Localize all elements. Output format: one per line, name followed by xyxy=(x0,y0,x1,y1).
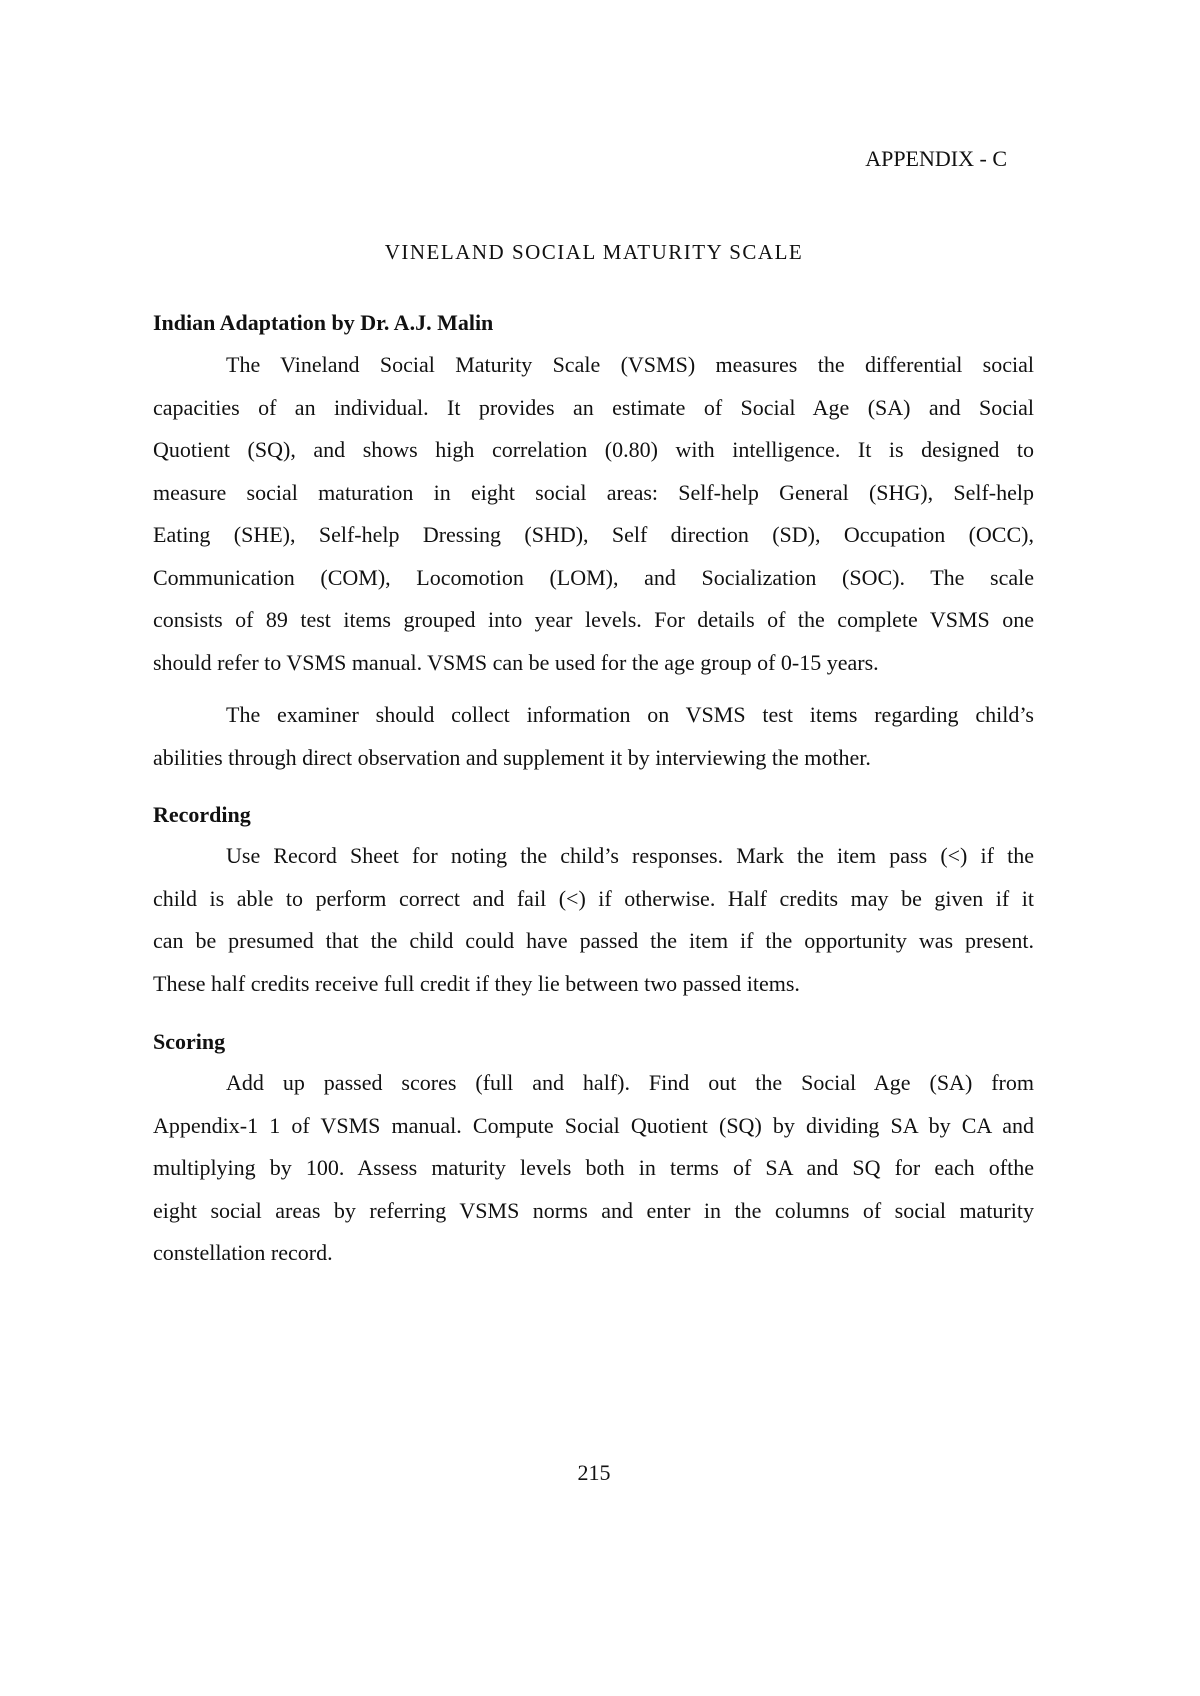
text-line: child is able to perform correct and fail (<) if otherwise. Half credits may be given if it xyxy=(153,885,1034,911)
text-line: Quotient (SQ), and shows high correlation (0.80) with intelligence. It is designed to xyxy=(153,437,1034,462)
text-line: Eating (SHE), Self-help Dressing (SHD), Self direction (SD), Occupation (OCC), xyxy=(153,522,1034,547)
text-line: These half credits receive full credit if they lie between two passed items. xyxy=(153,970,800,996)
text-line: consists of 89 test items grouped into year levels. For details of the complete VSMS one xyxy=(153,607,1034,632)
scoring-heading: Scoring xyxy=(153,1029,226,1054)
subtitle: Indian Adaptation by Dr. A.J. Malin xyxy=(153,310,494,335)
intro-paragraph xyxy=(153,344,1034,684)
examiner-paragraph xyxy=(153,694,1034,779)
text-line: multiplying by 100. Assess maturity levels both in terms of SA and SQ for each ofthe xyxy=(153,1155,1034,1180)
recording-paragraph xyxy=(153,835,1034,1005)
text-line: capacities of an individual. It provides an estimate of Social Age (SA) and Social xyxy=(153,394,1034,420)
text-line: measure social maturation in eight social areas: Self-help General (SHG), Self-help xyxy=(153,479,1034,505)
text-line: The Vineland Social Maturity Scale (VSMS) measures the differential social xyxy=(226,352,1034,377)
page-title: VINELAND SOCIAL MATURITY SCALE xyxy=(384,240,804,264)
recording-heading: Recording xyxy=(153,802,251,827)
text-line: abilities through direct observation and supplement it by interviewing the mother. xyxy=(153,744,871,770)
text-line: can be presumed that the child could have passed the item if the opportunity was present. xyxy=(153,928,1034,953)
text-line: Appendix-1 1 of VSMS manual. Compute Social Quotient (SQ) by dividing SA by CA and xyxy=(153,1112,1034,1138)
text-line: constellation record. xyxy=(153,1240,333,1265)
text-line: Use Record Sheet for noting the child’s responses. Mark the item pass (<) if the xyxy=(226,843,1034,868)
appendix-label: APPENDIX - C xyxy=(865,146,1007,171)
text-line: should refer to VSMS manual. VSMS can be used for the age group of 0-15 years. xyxy=(153,649,879,675)
page-number: 215 xyxy=(577,1460,611,1485)
text-line: eight social areas by referring VSMS norms and enter in the columns of social maturity xyxy=(153,1197,1034,1223)
text-line: The examiner should collect information on VSMS test items regarding child’s xyxy=(226,702,1034,727)
text-line: Add up passed scores (full and half). Find out the Social Age (SA) from xyxy=(226,1070,1034,1095)
scoring-paragraph xyxy=(153,1062,1034,1275)
text-line: Communication (COM), Locomotion (LOM), and Socialization (SOC). The scale xyxy=(153,564,1034,590)
